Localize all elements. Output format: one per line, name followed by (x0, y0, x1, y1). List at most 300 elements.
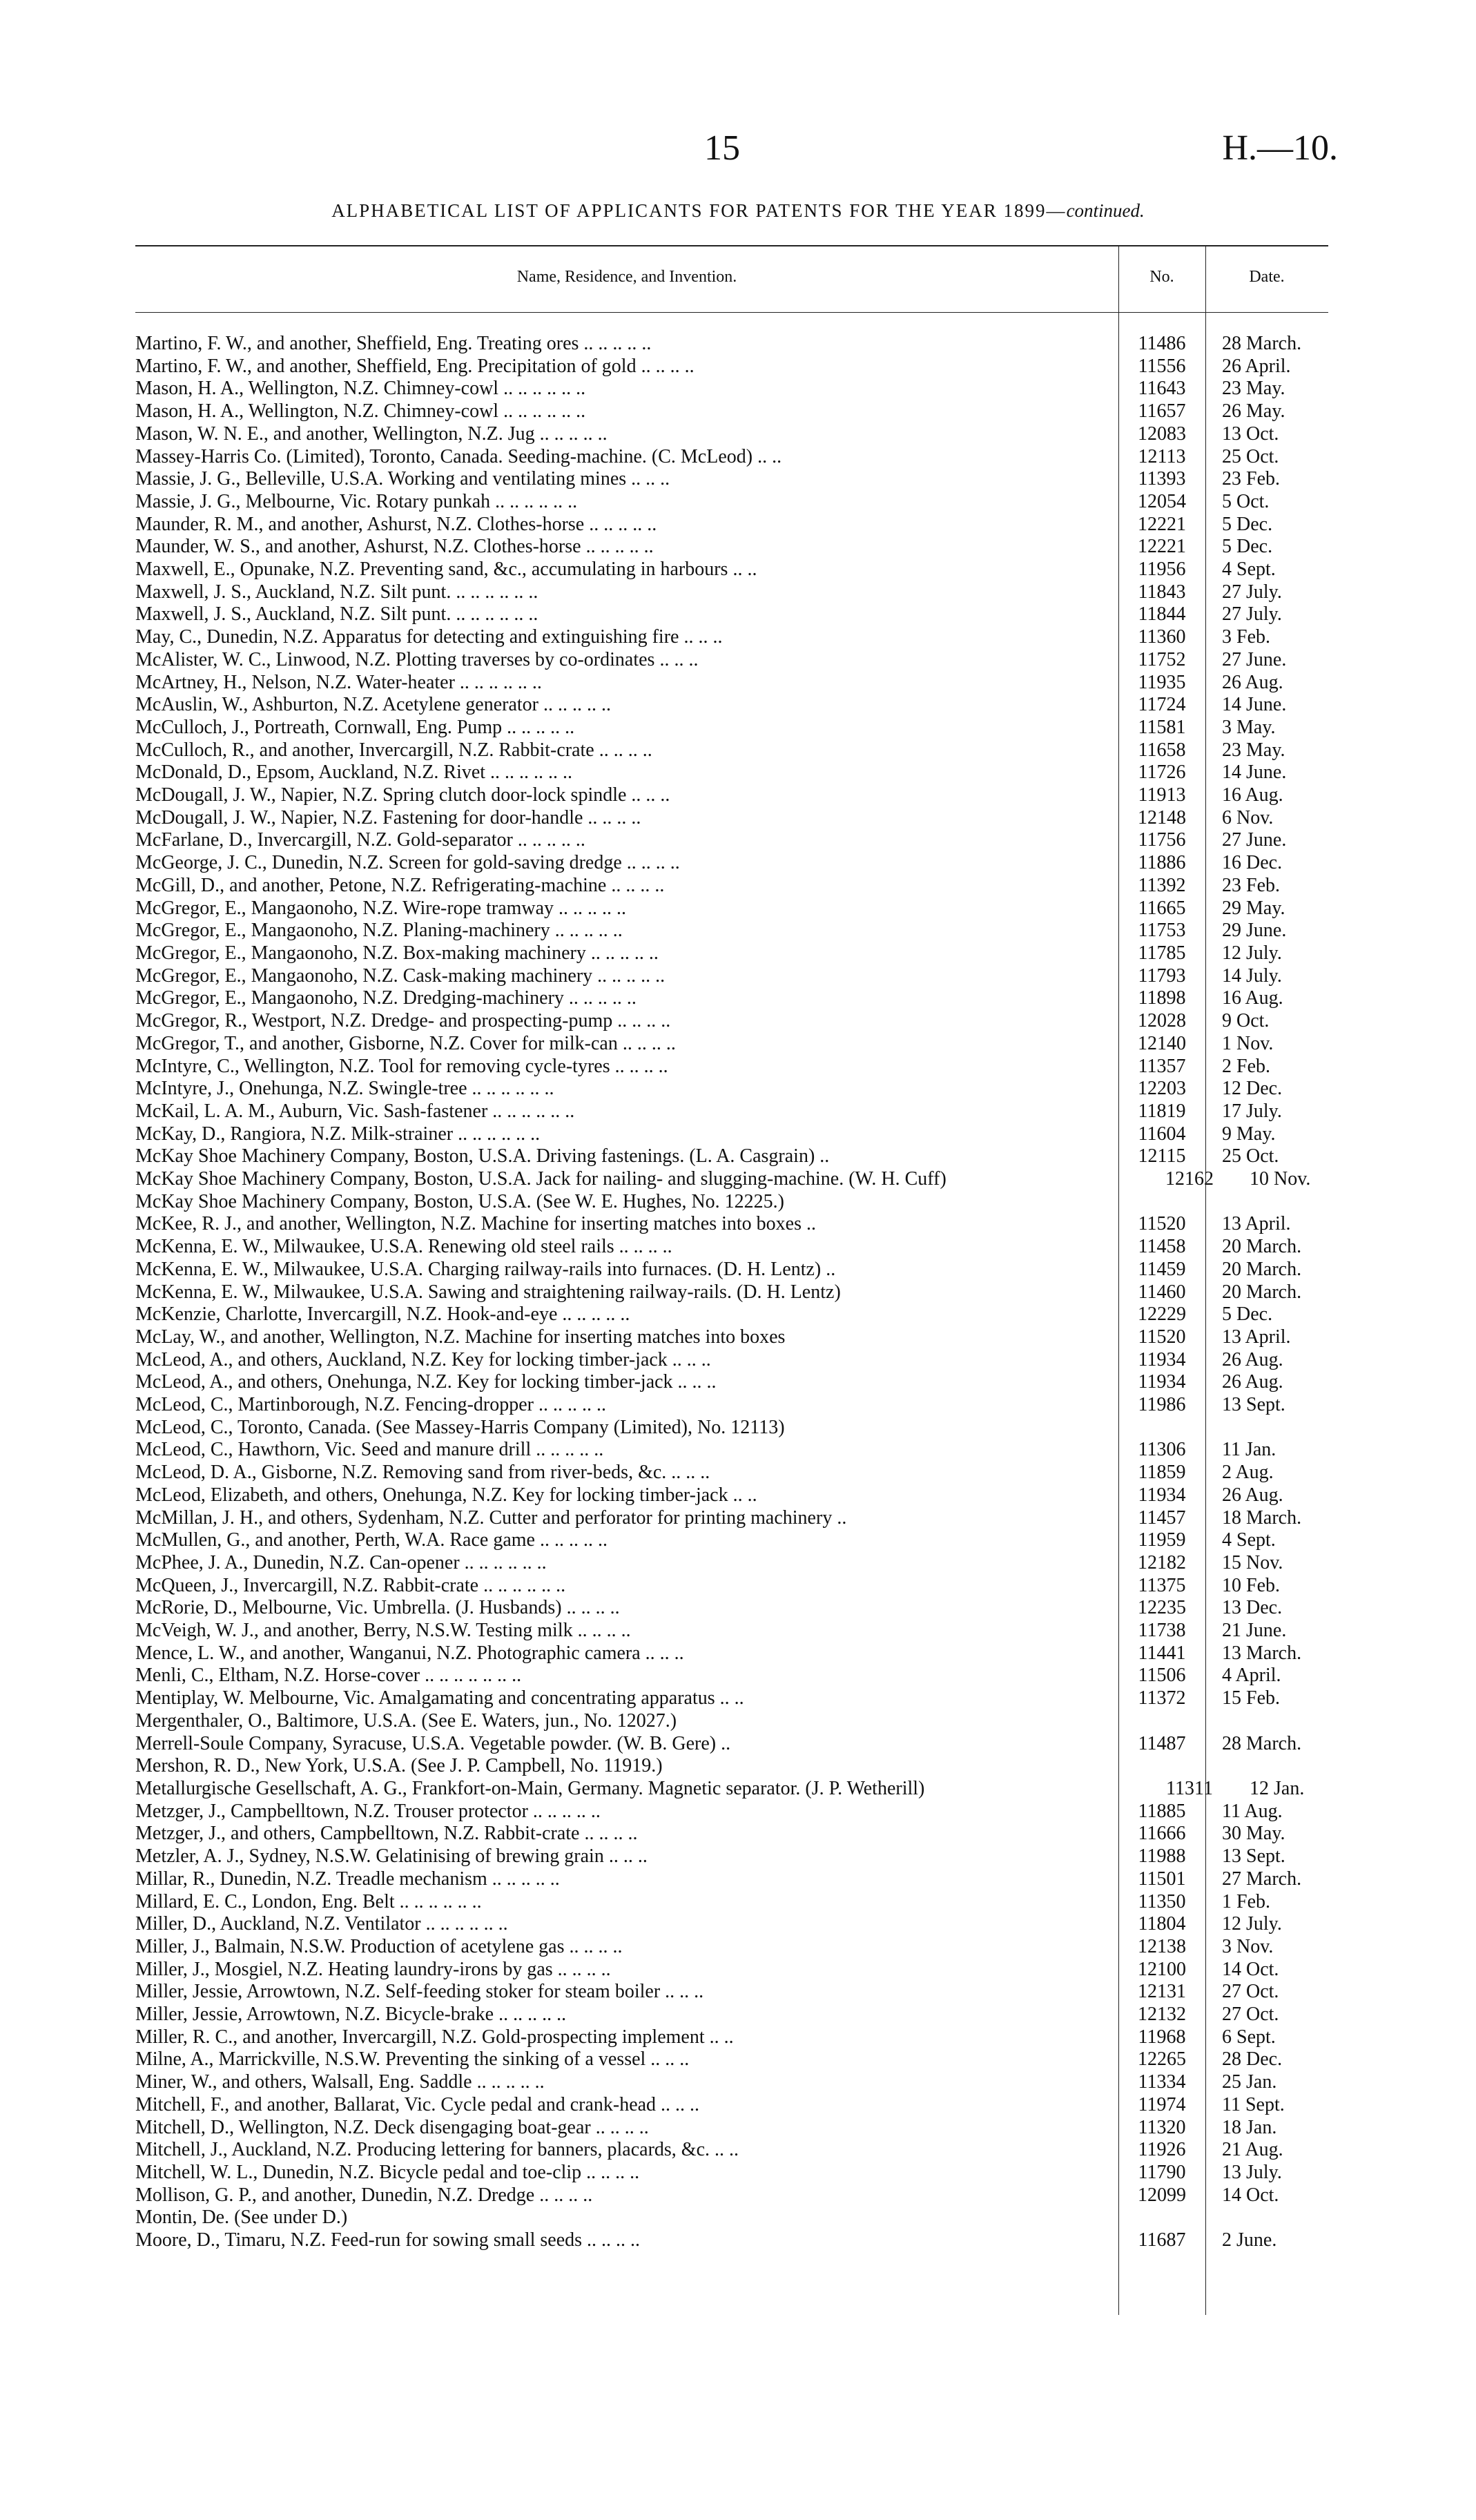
entry-name: Massey-Harris Co. (Limited), Toronto, Canada. Seeding-machine. (C. McLeod) .. .. (135, 445, 782, 467)
entry-number: 12100 (1138, 1958, 1186, 1980)
table-row (135, 1507, 1328, 1530)
entry-number: 11372 (1138, 1687, 1186, 1709)
entry-date: 13 April. (1222, 1326, 1291, 1348)
entry-number: 11687 (1138, 2229, 1186, 2251)
entry-date: 12 Jan. (1250, 1778, 1305, 1799)
entry-name: McGregor, T., and another, Gisborne, N.Z. Cover for milk-can .. .. .. .. (135, 1032, 676, 1054)
entry-date: 5 Dec. (1222, 1303, 1273, 1326)
entry-date: 20 March. (1222, 1281, 1302, 1303)
entry-date: 27 March. (1222, 1868, 1302, 1890)
entry-number: 11457 (1138, 1506, 1186, 1529)
entry-date: 15 Nov. (1222, 1551, 1283, 1573)
table-top-rule (135, 245, 1328, 246)
table-row (135, 400, 1328, 423)
entry-number: 11441 (1138, 1642, 1186, 1664)
entry-number (1118, 1710, 1205, 1733)
table-row (135, 1439, 1328, 1462)
entry-date: 5 Oct. (1222, 490, 1270, 512)
table-row (135, 333, 1328, 356)
entry-name: McKenna, E. W., Milwaukee, U.S.A. Renewing old steel rails .. .. .. .. (135, 1236, 672, 1258)
table-row (135, 1033, 1328, 1056)
entry-date (1205, 1191, 1323, 1214)
entry-name: McGregor, E., Mangaonoho, N.Z. Planing-machinery .. .. .. .. .. (135, 920, 623, 942)
entry-date: 4 Sept. (1222, 559, 1276, 581)
entry-date (1205, 2207, 1323, 2229)
table-row (135, 423, 1328, 446)
entry-name: McLeod, A., and others, Onehunga, N.Z. Key for locking timber-jack .. .. .. (135, 1371, 717, 1393)
entry-name: Maxwell, E., Opunake, N.Z. Preventing sand, &c., accumulating in harbours .. .. (135, 559, 757, 581)
entry-date: 11 Jan. (1222, 1439, 1276, 1461)
entry-name: Menli, C., Eltham, N.Z. Horse-cover .. .. .. .. .. .. .. (135, 1665, 522, 1687)
entry-name: McKenzie, Charlotte, Invercargill, N.Z. Hook-and-eye .. .. .. .. .. (135, 1303, 630, 1326)
entry-date: 6 Nov. (1222, 806, 1274, 828)
table-row (135, 2026, 1328, 2049)
entry-number: 11643 (1138, 378, 1186, 400)
table-row (135, 1303, 1328, 1326)
entry-date: 11 Sept. (1222, 2093, 1285, 2115)
entry-date: 14 July. (1222, 965, 1282, 987)
entry-date: 16 Aug. (1222, 987, 1283, 1009)
table-row (135, 2207, 1328, 2229)
table-row (135, 1620, 1328, 1642)
entry-name: Martino, F. W., and another, Sheffield, Eng. Treating ores .. .. .. .. .. (135, 333, 652, 354)
entry-name: Millar, R., Dunedin, N.Z. Treadle mechanism .. .. .. .. .. (135, 1868, 560, 1890)
entry-number: 11392 (1138, 874, 1186, 896)
entry-date: 14 Oct. (1222, 2184, 1279, 2206)
table-row (135, 1868, 1328, 1891)
entry-number: 12221 (1138, 513, 1186, 535)
entry-name: McDougall, J. W., Napier, N.Z. Spring clutch door-lock spindle .. .. .. (135, 784, 670, 806)
title-main: ALPHABETICAL LIST OF APPLICANTS FOR PATENTS FOR THE YEAR 1899— (331, 200, 1067, 221)
table-row (135, 2184, 1328, 2207)
table-row (135, 965, 1328, 988)
entry-date: 27 July. (1222, 581, 1282, 603)
entry-number: 12083 (1138, 423, 1186, 445)
entry-number: 11460 (1138, 1281, 1186, 1303)
table-row (135, 514, 1328, 536)
entry-date: 12 July. (1222, 942, 1282, 964)
entry-number: 12182 (1138, 1551, 1186, 1573)
table-row (135, 1642, 1328, 1665)
entry-date: 28 March. (1222, 333, 1302, 354)
entry-name: McPhee, J. A., Dunedin, N.Z. Can-opener .. .. .. .. .. .. (135, 1551, 547, 1573)
entry-number: 11756 (1138, 829, 1186, 851)
table-row (135, 875, 1328, 898)
entry-name: Miller, J., Balmain, N.S.W. Production of acetylene gas .. .. .. .. (135, 1935, 623, 1957)
table-row (135, 898, 1328, 920)
entry-name: McKee, R. J., and another, Wellington, N.Z. Machine for inserting matches into boxes .. (135, 1213, 817, 1235)
entry-number (1118, 1191, 1205, 1214)
entry-name: McLeod, C., Hawthorn, Vic. Seed and manure drill .. .. .. .. .. (135, 1439, 604, 1461)
entry-name: Maunder, R. M., and another, Ashurst, N.Z. Clothes-horse .. .. .. .. .. (135, 513, 657, 535)
entry-name: Mergenthaler, O., Baltimore, U.S.A. (See E. Waters, jun., No. 12027.) (135, 1709, 677, 1732)
entry-date: 26 Aug. (1222, 1371, 1283, 1393)
entry-name: Mershon, R. D., New York, U.S.A. (See J. P. Campbell, No. 11919.) (135, 1755, 663, 1777)
entry-number (1118, 1417, 1205, 1440)
entry-name: Merrell-Soule Company, Syracuse, U.S.A. Vegetable powder. (W. B. Gere) .. (135, 1732, 731, 1754)
entry-date: 13 Sept. (1222, 1394, 1285, 1416)
entry-date: 12 Dec. (1222, 1078, 1283, 1100)
table-row (135, 1462, 1328, 1484)
table-row (135, 1123, 1328, 1146)
entry-name: McKenna, E. W., Milwaukee, U.S.A. Sawing and straightening railway-rails. (D. H. Lentz) (135, 1281, 841, 1303)
table-row (135, 920, 1328, 942)
entry-number: 11604 (1138, 1123, 1186, 1145)
table-row (135, 1281, 1328, 1304)
entry-date: 15 Feb. (1222, 1687, 1280, 1709)
entry-date: 12 July. (1222, 1913, 1282, 1935)
entry-name: Mentiplay, W. Melbourne, Vic. Amalgamating and concentrating apparatus .. .. (135, 1687, 744, 1709)
table-row (135, 1191, 1328, 1214)
entry-name: McAlister, W. C., Linwood, N.Z. Plotting traverses by co-ordinates .. .. .. (135, 648, 699, 670)
entry-number: 12099 (1138, 2184, 1186, 2206)
entry-number: 11520 (1138, 1326, 1186, 1348)
entry-number: 12132 (1138, 2004, 1186, 2026)
entry-number: 11752 (1138, 648, 1186, 670)
entry-name: Massie, J. G., Melbourne, Vic. Rotary punkah .. .. .. .. .. .. (135, 490, 578, 512)
entry-date: 28 March. (1222, 1732, 1302, 1754)
entry-date: 4 April. (1222, 1665, 1281, 1687)
entry-number: 11350 (1138, 1890, 1186, 1912)
entry-date: 1 Feb. (1222, 1890, 1270, 1912)
entry-name: Mason, W. N. E., and another, Wellington, N.Z. Jug .. .. .. .. .. (135, 423, 608, 445)
entry-name: McKenna, E. W., Milwaukee, U.S.A. Charging railway-rails into furnaces. (D. H. Lentz) .. (135, 1258, 836, 1280)
entry-name: McGeorge, J. C., Dunedin, N.Z. Screen for gold-saving dredge .. .. .. .. (135, 852, 680, 874)
entry-name: Miner, W., and others, Walsall, Eng. Saddle .. .. .. .. .. (135, 2071, 545, 2093)
entry-date: 2 June. (1222, 2229, 1277, 2251)
entry-number: 11885 (1138, 1800, 1186, 1822)
table-row (135, 626, 1328, 649)
applicant-list (135, 333, 1328, 2252)
entry-number: 11738 (1138, 1620, 1186, 1642)
table-row (135, 1213, 1328, 1236)
entry-name: McIntyre, C., Wellington, N.Z. Tool for removing cycle-tyres .. .. .. .. (135, 1055, 668, 1077)
table-row (135, 1801, 1328, 1823)
entry-date: 26 Aug. (1222, 1348, 1283, 1370)
entry-date: 27 June. (1222, 648, 1287, 670)
entry-date: 25 Oct. (1222, 445, 1279, 467)
entry-name: McGill, D., and another, Petone, N.Z. Refrigerating-machine .. .. .. .. (135, 874, 665, 896)
table-row (135, 1056, 1328, 1078)
table-row (135, 987, 1328, 1010)
entry-date: 27 July. (1222, 603, 1282, 626)
entry-number: 11657 (1138, 400, 1186, 423)
entry-name: McLeod, C., Toronto, Canada. (See Massey-Harris Company (Limited), No. 12113) (135, 1416, 785, 1438)
entry-date: 23 Feb. (1222, 468, 1280, 490)
entry-number: 11913 (1138, 784, 1186, 806)
entry-date: 26 May. (1222, 400, 1285, 423)
entry-date (1205, 1755, 1323, 1778)
entry-number: 11968 (1138, 2026, 1186, 2048)
table-row (135, 807, 1328, 830)
entry-name: McKay Shoe Machinery Company, Boston, U.S.A. Jack for nailing- and slugging-machine. (W. H. Cuff) (135, 1168, 946, 1190)
entry-date: 13 Sept. (1222, 1845, 1285, 1868)
entry-number: 11726 (1138, 762, 1186, 784)
page-title (0, 200, 1476, 222)
entry-number: 11666 (1138, 1823, 1186, 1845)
entry-date: 13 July. (1222, 2161, 1282, 2183)
entry-date: 27 Oct. (1222, 1981, 1279, 2003)
entry-number: 11959 (1138, 1529, 1186, 1551)
entry-number (1118, 2207, 1205, 2229)
entry-number: 11956 (1138, 559, 1186, 581)
entry-name: McDonald, D., Epsom, Auckland, N.Z. Rivet .. .. .. .. .. .. (135, 762, 573, 784)
entry-name: McGregor, E., Mangaonoho, N.Z. Dredging-machinery .. .. .. .. .. (135, 987, 637, 1009)
entry-number: 12115 (1138, 1145, 1186, 1167)
entry-number: 11334 (1138, 2071, 1186, 2093)
entry-name: Mason, H. A., Wellington, N.Z. Chimney-cowl .. .. .. .. .. .. (135, 400, 586, 423)
table-row (135, 784, 1328, 807)
entry-number: 11988 (1138, 1845, 1186, 1868)
entry-number: 11658 (1138, 739, 1186, 761)
entry-name: McQueen, J., Invercargill, N.Z. Rabbit-crate .. .. .. .. .. .. (135, 1574, 566, 1596)
entry-name: Metzler, A. J., Sydney, N.S.W. Gelatinising of brewing grain .. .. .. (135, 1845, 648, 1868)
table-row (135, 2139, 1328, 2162)
entry-date: 16 Dec. (1222, 852, 1283, 874)
entry-name: Metallurgische Gesellschaft, A. G., Frankfort-on-Main, Germany. Magnetic separator. (J. P. Wetherill) (135, 1778, 925, 1799)
table-row (135, 1959, 1328, 1981)
entry-number: 11724 (1138, 694, 1186, 716)
table-row (135, 1755, 1328, 1778)
entry-date: 26 Aug. (1222, 1484, 1283, 1506)
table-row (135, 1326, 1328, 1349)
entry-name: McAuslin, W., Ashburton, N.Z. Acetylene generator .. .. .. .. .. (135, 694, 612, 716)
entry-number: 11357 (1138, 1055, 1186, 1077)
entry-name: Miller, J., Mosgiel, N.Z. Heating laundry-irons by gas .. .. .. .. (135, 1958, 611, 1980)
entry-date: 27 Oct. (1222, 2004, 1279, 2026)
table-row (135, 1349, 1328, 1372)
entry-number (1118, 1755, 1205, 1778)
entry-date: 6 Sept. (1222, 2026, 1276, 2048)
entry-name: May, C., Dunedin, N.Z. Apparatus for detecting and extinguishing fire .. .. .. (135, 626, 723, 648)
entry-name: Miller, R. C., and another, Invercargill, N.Z. Gold-prospecting implement .. .. (135, 2026, 734, 2048)
table-row (135, 468, 1328, 491)
entry-number: 11886 (1138, 852, 1186, 874)
entry-date: 11 Aug. (1222, 1800, 1283, 1822)
entry-date: 17 July. (1222, 1100, 1282, 1122)
entry-number: 11556 (1138, 355, 1186, 377)
entry-name: Maxwell, J. S., Auckland, N.Z. Silt punt. .. .. .. .. .. .. (135, 603, 538, 626)
entry-number: 12140 (1138, 1032, 1186, 1054)
entry-number: 11843 (1138, 581, 1186, 603)
table-row (135, 1417, 1328, 1440)
table-row (135, 1778, 1328, 1801)
entry-number: 11859 (1138, 1462, 1186, 1484)
entry-date: 25 Jan. (1222, 2071, 1277, 2093)
entry-number: 11581 (1138, 716, 1186, 738)
table-row (135, 1936, 1328, 1959)
table-row (135, 829, 1328, 852)
table-row (135, 378, 1328, 400)
column-header-name: Name, Residence, and Invention. (516, 268, 737, 286)
entry-number: 12138 (1138, 1935, 1186, 1957)
entry-date: 23 May. (1222, 378, 1285, 400)
entry-date: 10 Nov. (1250, 1168, 1311, 1190)
table-row (135, 1236, 1328, 1259)
entry-name: McKay Shoe Machinery Company, Boston, U.S.A. Driving fastenings. (L. A. Casgrain) .. (135, 1145, 830, 1167)
entry-name: McLeod, Elizabeth, and others, Onehunga, N.Z. Key for locking timber-jack .. .. (135, 1484, 757, 1506)
entry-name: McLeod, C., Martinborough, N.Z. Fencing-dropper .. .. .. .. .. (135, 1394, 606, 1416)
entry-number: 12113 (1138, 445, 1186, 467)
entry-name: McGregor, E., Mangaonoho, N.Z. Box-making machinery .. .. .. .. .. (135, 942, 659, 964)
entry-name: Martino, F. W., and another, Sheffield, Eng. Precipitation of gold .. .. .. .. (135, 355, 695, 377)
table-row (135, 356, 1328, 378)
table-row (135, 1575, 1328, 1598)
table-row (135, 1733, 1328, 1756)
entry-number: 11520 (1138, 1213, 1186, 1235)
entry-name: Mence, L. W., and another, Wanganui, N.Z. Photographic camera .. .. .. (135, 1642, 684, 1664)
entry-date: 20 March. (1222, 1236, 1302, 1258)
entry-date: 29 May. (1222, 897, 1285, 919)
entry-name: McVeigh, W. J., and another, Berry, N.S.W. Testing milk .. .. .. .. (135, 1620, 631, 1642)
entry-number: 12203 (1138, 1078, 1186, 1100)
entry-number: 11934 (1138, 1484, 1186, 1506)
entry-number: 11844 (1138, 603, 1186, 626)
entry-number: 12028 (1138, 1010, 1186, 1032)
entry-date: 9 May. (1222, 1123, 1276, 1145)
entry-name: Miller, Jessie, Arrowtown, N.Z. Bicycle-brake .. .. .. .. .. (135, 2004, 567, 2026)
entry-date: 2 Feb. (1222, 1055, 1270, 1077)
entry-number: 12265 (1138, 2048, 1186, 2071)
table-row (135, 1891, 1328, 1914)
entry-name: McMillan, J. H., and others, Sydenham, N.Z. Cutter and perforator for printing machinery .. (135, 1506, 847, 1529)
table-row (135, 2071, 1328, 2094)
entry-name: Maxwell, J. S., Auckland, N.Z. Silt punt. .. .. .. .. .. .. (135, 581, 538, 603)
table-header-rule (135, 312, 1328, 313)
entry-number: 11665 (1138, 897, 1186, 919)
table-row (135, 2094, 1328, 2117)
table-row (135, 1665, 1328, 1687)
entry-number: 11375 (1138, 1574, 1186, 1596)
table-row (135, 2162, 1328, 2184)
entry-date: 14 Oct. (1222, 1958, 1279, 1980)
entry-date: 18 Jan. (1222, 2116, 1277, 2138)
entry-number: 11458 (1138, 1236, 1186, 1258)
entry-number: 11974 (1138, 2093, 1186, 2115)
entry-date: 13 Dec. (1222, 1597, 1283, 1619)
entry-date: 3 Nov. (1222, 1935, 1274, 1957)
entry-name: McDougall, J. W., Napier, N.Z. Fastening for door-handle .. .. .. .. (135, 806, 641, 828)
entry-number: 11986 (1138, 1394, 1186, 1416)
table-row (135, 1010, 1328, 1033)
entry-date: 26 Aug. (1222, 671, 1283, 693)
table-row (135, 2117, 1328, 2140)
entry-number: 12235 (1138, 1597, 1186, 1619)
entry-date: 18 March. (1222, 1506, 1302, 1529)
entry-date: 28 Dec. (1222, 2048, 1283, 2071)
entry-name: Mitchell, W. L., Dunedin, N.Z. Bicycle pedal and toe-clip .. .. .. .. (135, 2161, 640, 2183)
entry-date: 25 Oct. (1222, 1145, 1279, 1167)
table-row (135, 1101, 1328, 1123)
entry-date: 21 June. (1222, 1620, 1287, 1642)
entry-number: 11898 (1138, 987, 1186, 1009)
entry-name: McFarlane, D., Invercargill, N.Z. Gold-separator .. .. .. .. .. (135, 829, 585, 851)
entry-number: 11311 (1166, 1778, 1213, 1799)
entry-name: McArtney, H., Nelson, N.Z. Water-heater .. .. .. .. .. .. (135, 671, 542, 693)
table-row (135, 649, 1328, 672)
entry-date: 29 June. (1222, 920, 1287, 942)
table-row (135, 694, 1328, 717)
entry-number: 12131 (1138, 1981, 1186, 2003)
entry-name: McGregor, R., Westport, N.Z. Dredge- and prospecting-pump .. .. .. .. (135, 1010, 671, 1032)
entry-name: Maunder, W. S., and another, Ashurst, N.Z. Clothes-horse .. .. .. .. .. (135, 536, 654, 558)
entry-date: 9 Oct. (1222, 1010, 1270, 1032)
entry-date: 10 Feb. (1222, 1574, 1280, 1596)
table-row (135, 559, 1328, 581)
table-row (135, 2229, 1328, 2252)
entry-date: 13 April. (1222, 1213, 1291, 1235)
entry-date (1205, 1417, 1323, 1440)
entry-name: Mitchell, F., and another, Ballarat, Vic. Cycle pedal and crank-head .. .. .. (135, 2093, 700, 2115)
entry-date: 3 Feb. (1222, 626, 1270, 648)
entry-name: Mollison, G. P., and another, Dunedin, N.Z. Dredge .. .. .. .. (135, 2184, 593, 2206)
entry-number: 11360 (1138, 626, 1186, 648)
entry-name: Mason, H. A., Wellington, N.Z. Chimney-cowl .. .. .. .. .. .. (135, 378, 586, 400)
entry-date: 2 Aug. (1222, 1462, 1274, 1484)
entry-date: 3 May. (1222, 716, 1276, 738)
entry-number: 11393 (1138, 468, 1186, 490)
table-row (135, 1145, 1328, 1168)
table-row (135, 717, 1328, 739)
table-row (135, 2048, 1328, 2071)
entry-number: 11306 (1138, 1439, 1186, 1461)
entry-name: McIntyre, J., Onehunga, N.Z. Swingle-tree .. .. .. .. .. .. (135, 1078, 554, 1100)
entry-date: 14 June. (1222, 762, 1287, 784)
table-row (135, 672, 1328, 695)
entry-number: 11486 (1138, 333, 1186, 354)
table-row (135, 1371, 1328, 1394)
entry-date: 21 Aug. (1222, 2139, 1283, 2161)
entry-name: McKail, L. A. M., Auburn, Vic. Sash-fastener .. .. .. .. .. .. (135, 1100, 575, 1122)
entry-name: Mitchell, D., Wellington, N.Z. Deck disengaging boat-gear .. .. .. .. (135, 2116, 649, 2138)
entry-number: 12221 (1138, 536, 1186, 558)
entry-name: McGregor, E., Mangaonoho, N.Z. Wire-rope tramway .. .. .. .. .. (135, 897, 627, 919)
entry-name: McKay Shoe Machinery Company, Boston, U.S.A. (See W. E. Hughes, No. 12225.) (135, 1190, 784, 1212)
table-row (135, 1529, 1328, 1552)
title-suffix: continued. (1066, 200, 1145, 221)
table-row (135, 1823, 1328, 1845)
table-row (135, 446, 1328, 469)
entry-name: Moore, D., Timaru, N.Z. Feed-run for sowing small seeds .. .. .. .. (135, 2229, 641, 2251)
table-row (135, 1168, 1328, 1191)
entry-number: 12162 (1165, 1168, 1214, 1190)
entry-date: 13 March. (1222, 1642, 1302, 1664)
entry-date: 16 Aug. (1222, 784, 1283, 806)
entry-name: Metzger, J., Campbelltown, N.Z. Trouser protector .. .. .. .. .. (135, 1800, 601, 1822)
entry-date: 30 May. (1222, 1823, 1285, 1845)
document-code: H.—10. (1222, 128, 1338, 168)
table-row (135, 1710, 1328, 1733)
entry-name: Montin, De. (See under D.) (135, 2207, 348, 2229)
entry-date: 23 Feb. (1222, 874, 1280, 896)
entry-number: 11320 (1138, 2116, 1186, 2138)
entry-number: 11459 (1138, 1258, 1186, 1280)
table-row (135, 942, 1328, 965)
entry-number: 11819 (1138, 1100, 1186, 1122)
table-row (135, 852, 1328, 875)
table-row (135, 1484, 1328, 1507)
entry-name: Miller, D., Auckland, N.Z. Ventilator .. .. .. .. .. .. (135, 1913, 508, 1935)
entry-number: 12229 (1138, 1303, 1186, 1326)
entry-number: 11487 (1138, 1732, 1186, 1754)
table-row (135, 603, 1328, 626)
table-row (135, 739, 1328, 762)
column-header-date: Date. (1249, 268, 1285, 286)
entry-number: 11935 (1138, 671, 1186, 693)
entry-number: 11501 (1138, 1868, 1186, 1890)
entry-name: McMullen, G., and another, Perth, W.A. Race game .. .. .. .. .. (135, 1529, 608, 1551)
column-header-no: No. (1149, 268, 1174, 286)
